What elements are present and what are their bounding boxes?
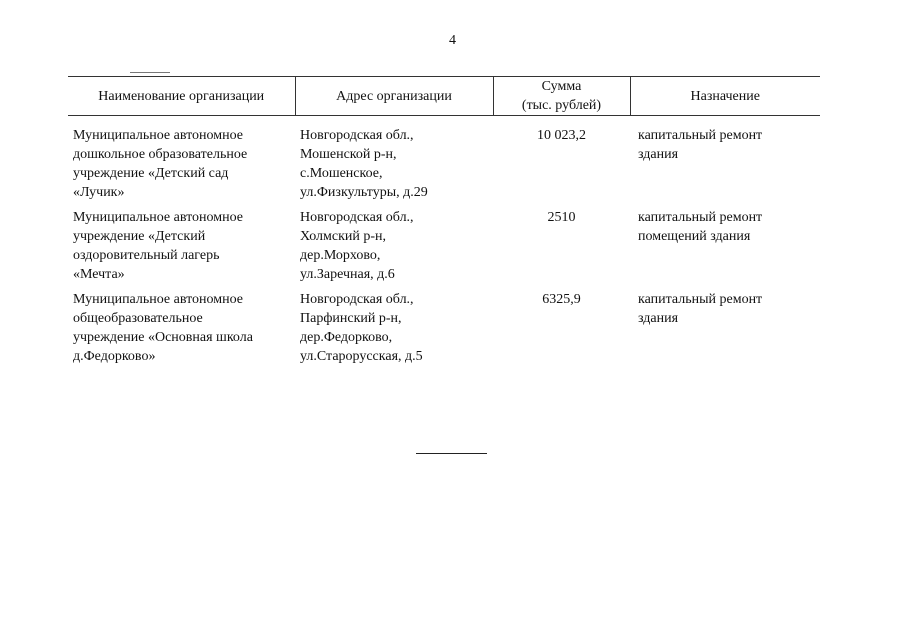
cell-text: дер.Федорково, [300,330,393,345]
cell-text: учреждение «Детский сад [73,166,229,181]
cell-text: Муниципальное автономное [73,292,244,307]
page-number: 4 [449,33,456,48]
header-address: Адрес организации [295,77,493,116]
cell-text: Муниципальное автономное [73,128,244,143]
cell-text: Муниципальное автономное [73,210,244,225]
cell-text: Новгородская обл., [300,210,414,225]
cell-text: учреждение «Основная школа [73,330,253,345]
cell-purpose [630,116,820,209]
cell-text: дер.Морхово, [300,248,381,263]
header-sum-line2: (тыс. рублей) [521,98,602,113]
header-name: Наименование организации [68,77,295,116]
cell-text: здания [638,147,679,162]
cell-text: учреждение «Детский [73,229,206,244]
cell-text: Мошенской р-н, [300,147,397,162]
cell-text: Новгородская обл., [300,128,414,143]
header-purpose: Назначение [630,77,820,116]
header-sum [493,77,630,116]
cell-sum: 2510 [547,210,576,225]
table-row [68,116,820,209]
cell-address [295,290,493,372]
table-row [68,208,820,290]
cell-text: помещений здания [638,229,751,244]
end-of-document-rule [416,453,487,454]
cell-text: дошкольное образовательное [73,147,248,162]
cell-text: Новгородская обл., [300,292,414,307]
cell-text: д.Федорково» [73,349,156,364]
cell-text: Холмский р-н, [300,229,387,244]
cell-text: капитальный ремонт [638,128,763,143]
cell-text: здания [638,311,679,326]
table-row [68,290,820,372]
cell-text: ул.Старорусская, д.5 [300,349,423,364]
cell-name [68,208,295,290]
cell-sum: 10 023,2 [537,128,586,143]
scan-mark [130,72,170,73]
cell-text: с.Мошенское, [300,166,383,181]
cell-text: капитальный ремонт [638,292,763,307]
allocation-table [68,76,820,372]
cell-text: Парфинский р-н, [300,311,402,326]
cell-text: общеобразовательное [73,311,203,326]
cell-text: ул.Заречная, д.6 [300,267,395,282]
cell-address [295,116,493,209]
cell-text: «Мечта» [73,267,125,282]
cell-name [68,116,295,209]
cell-text: «Лучик» [73,185,125,200]
header-sum-line1: Сумма [541,79,582,94]
cell-address [295,208,493,290]
cell-text: ул.Физкультуры, д.29 [300,185,428,200]
cell-name [68,290,295,372]
cell-sum: 6325,9 [542,292,581,307]
cell-purpose [630,208,820,290]
cell-text: оздоровительный лагерь [73,248,220,263]
cell-text: капитальный ремонт [638,210,763,225]
cell-purpose [630,290,820,372]
table-header-row [68,77,820,116]
